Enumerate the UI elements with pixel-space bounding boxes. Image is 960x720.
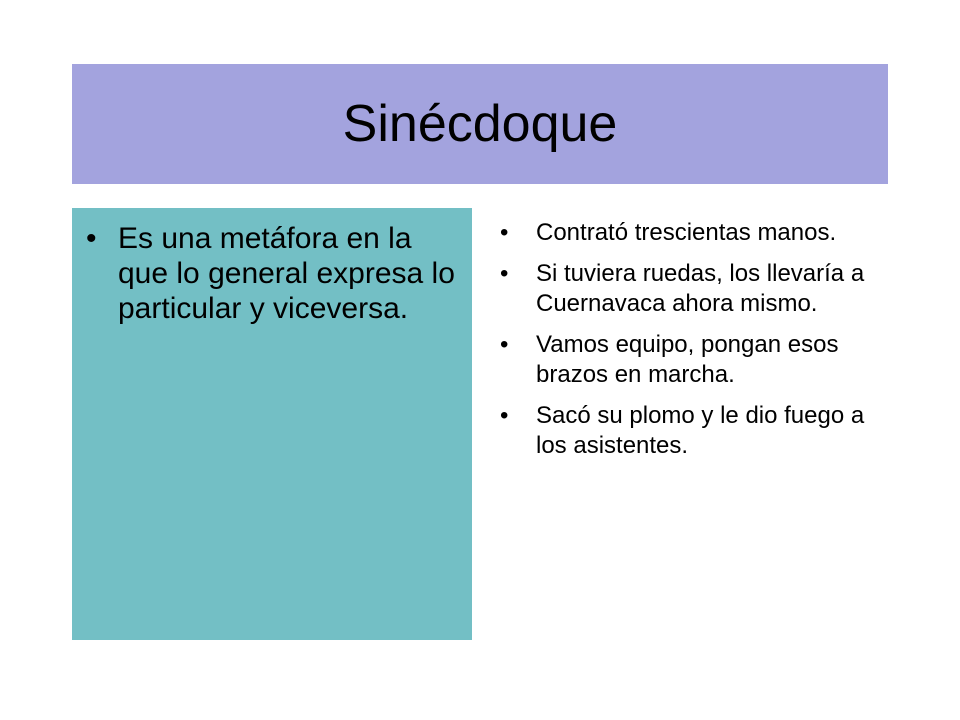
definition-text: Es una metáfora en la que lo general expresa lo particular y viceversa.	[118, 222, 455, 325]
example-item	[500, 401, 890, 461]
examples-list	[500, 218, 890, 472]
example-text: Si tuviera ruedas, los llevaría a Cuernavaca ahora mismo.	[536, 260, 865, 317]
slide-title: Sinécdoque	[342, 95, 618, 153]
definition-list	[86, 222, 466, 326]
bullet-icon: •	[500, 402, 509, 429]
bullet-icon: •	[86, 222, 97, 255]
bullet-icon: •	[500, 260, 509, 287]
example-item	[500, 330, 890, 390]
example-text: Sacó su plomo y le dio fuego a los asistentes.	[536, 402, 865, 459]
example-item	[500, 259, 890, 319]
title-bar	[72, 64, 888, 184]
example-text: Contrató trescientas manos.	[536, 219, 837, 246]
bullet-icon: •	[500, 331, 509, 358]
definition-box	[72, 208, 472, 640]
definition-item	[86, 222, 466, 326]
bullet-icon: •	[500, 219, 509, 246]
example-item	[500, 218, 890, 248]
example-text: Vamos equipo, pongan esos brazos en marcha.	[536, 331, 839, 388]
